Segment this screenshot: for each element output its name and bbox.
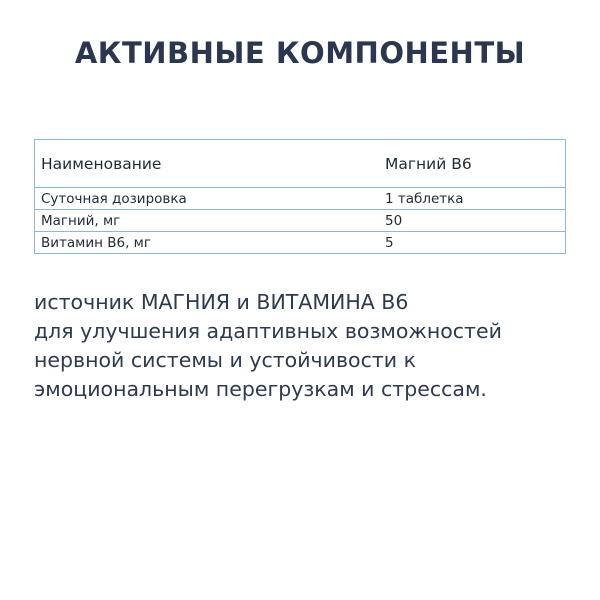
description-text	[34, 288, 574, 404]
description-line: нервной системы и устойчивости к	[34, 348, 417, 372]
row-name-cell: Суточная дозировка	[41, 190, 187, 207]
row-value-cell: 50	[385, 212, 403, 229]
header-value-cell: Магний B6	[385, 154, 472, 173]
row-value-cell: 1 таблетка	[385, 190, 464, 207]
table-row	[35, 209, 565, 231]
row-name-cell: Магний, мг	[41, 212, 121, 229]
description-line: источник МАГНИЯ и ВИТАМИНА В6	[34, 290, 409, 314]
components-table	[34, 139, 566, 254]
table-row	[35, 231, 565, 253]
table-header-row	[35, 140, 565, 187]
row-name-cell: Витамин B6, мг	[41, 234, 151, 251]
row-value-cell: 5	[385, 234, 394, 251]
description-line: эмоциональным перегрузкам и стрессам.	[34, 377, 487, 401]
page-title: АКТИВНЫЕ КОМПОНЕНТЫ	[74, 36, 526, 70]
table-row	[35, 187, 565, 209]
description-line: для улучшения адаптивных возможностей	[34, 319, 502, 343]
header-name-cell: Наименование	[41, 154, 162, 173]
